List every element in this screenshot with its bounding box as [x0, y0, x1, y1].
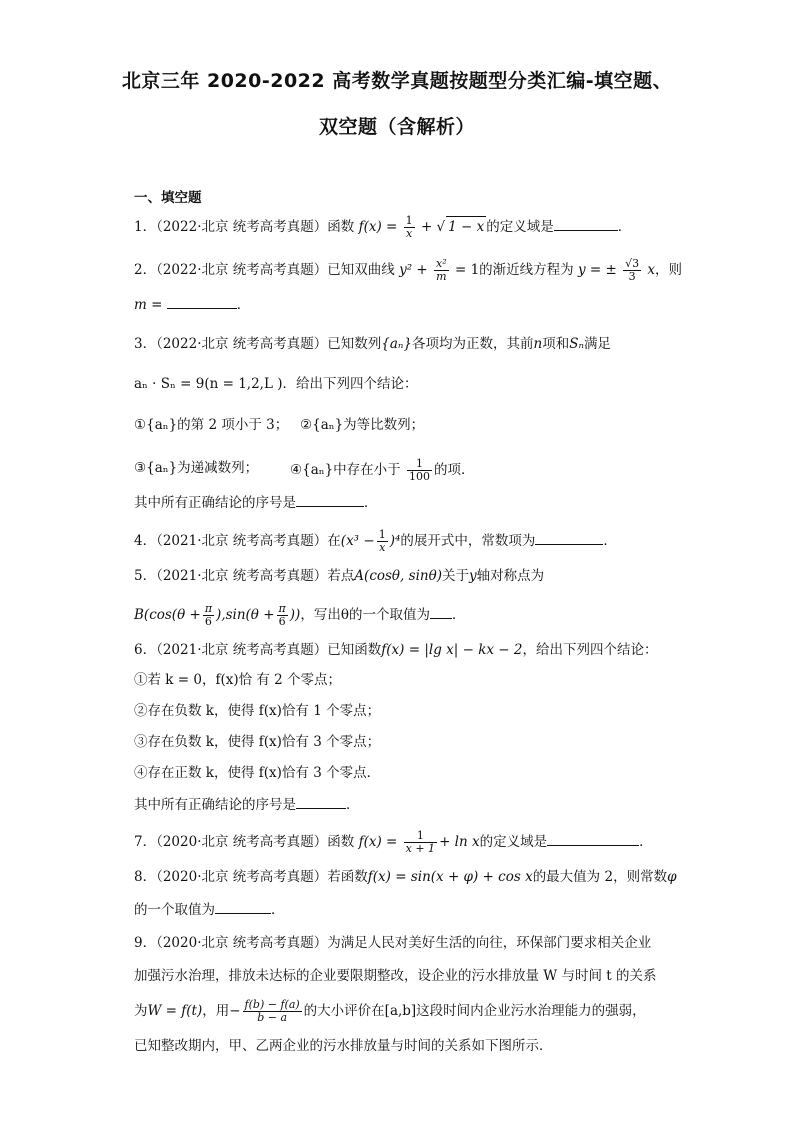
q1-end: ． [617, 219, 632, 235]
q3-n: n [533, 336, 543, 352]
q3-c4-post: 的项． [433, 462, 475, 478]
q4-expr-b: )⁴ [389, 533, 401, 549]
q3-number: 3． [134, 336, 157, 352]
q2-x: x [647, 262, 656, 278]
q8-function: f(x) = sin(x + φ) + cos x [367, 869, 533, 885]
q7-fraction [404, 830, 437, 855]
q5-end: ． [451, 607, 466, 623]
q3-end: ． [364, 495, 378, 511]
q6-ask-text: 其中所有正确结论的序号是 [134, 797, 296, 813]
q9-l3pre: 为 [134, 1003, 148, 1019]
q2-sfrac-den: 3 [628, 270, 636, 283]
q9-source: （2020·北京 统考高考真题） [156, 935, 328, 951]
q4-expr-a: (x³ − [340, 533, 375, 549]
q1-plus: + [420, 219, 433, 235]
q5-frac-2 [277, 603, 288, 628]
q3-ask [134, 492, 378, 513]
q4-frac-num: 1 [378, 528, 386, 541]
q3-an: {aₙ} [381, 336, 412, 352]
q3-source: （2022·北京 统考高考真题） [156, 336, 328, 352]
section-heading: 一、填空题 [134, 190, 202, 206]
q7-post: 的定义域是 [479, 834, 548, 850]
q6-conclusion-1: ①若 k = 0，f(x)恰 有 2 个零点； [134, 672, 342, 688]
q5-post: 关于 [441, 568, 469, 584]
q3-conclusion-1: ①{aₙ}的第 2 项小于 3； [134, 417, 289, 433]
q4-end: ． [603, 533, 617, 549]
q2-fraction [434, 258, 449, 283]
question-3 [134, 334, 611, 354]
question-9-line2: 加强污水治理，排放未达标的企业要限期整改，设企业的污水排放量 W 与时间 t 的关系 [134, 968, 657, 984]
q4-frac-den: x [379, 541, 386, 554]
q9-number: 9． [134, 935, 157, 951]
q3-conclusion-4 [290, 458, 474, 483]
q7-pre: 函数 [327, 834, 355, 850]
question-8-line2 [134, 899, 285, 920]
q3-mid2: 项和 [542, 336, 570, 352]
q2-source: （2022·北京 统考高考真题） [156, 262, 328, 278]
q6-pre: 已知函数 [327, 642, 382, 658]
q8-phi: φ [667, 869, 677, 885]
q9-frac-num: f(b) − f(a) [244, 998, 300, 1011]
q1-post: 的定义域是 [486, 219, 554, 235]
q5-number: 5． [134, 568, 157, 584]
q6-conclusion-4: ④存在正数 k，使得 f(x)恰有 3 个零点． [134, 765, 381, 781]
q5-point: A(cosθ, sinθ) [354, 568, 442, 584]
q2-text: 已知双曲线 [327, 262, 395, 278]
q4-post: 的展开式中，常数项为 [400, 533, 536, 549]
q8-end: ． [271, 902, 285, 918]
q7-tail: + ln x [439, 834, 480, 850]
document-title-line2: 双空题（含解析） [318, 116, 475, 138]
question-5-line2 [134, 603, 465, 628]
q3-c4-den: 100 [408, 470, 430, 483]
question-8 [134, 867, 677, 887]
q3-text: 已知数列 [327, 336, 382, 352]
q6-answer-blank[interactable] [296, 794, 346, 809]
q3-conclusion-3: ③{aₙ}为递减数列； [134, 460, 259, 476]
q5-six-2: 6 [278, 615, 286, 628]
q2-mid: 的渐近线方程为 [479, 262, 574, 278]
q3-c4-fraction [407, 458, 432, 483]
q3-post: 满足 [583, 336, 611, 352]
q9-fraction [243, 999, 302, 1024]
q5-source: （2021·北京 统考高考真题） [156, 568, 328, 584]
q8-answer-blank[interactable] [215, 899, 271, 914]
question-4 [134, 529, 617, 554]
q9-wf: W = f(t) [147, 1003, 203, 1019]
q9-l3mid: ，用 [202, 1003, 230, 1019]
q9-neg: − [229, 1003, 241, 1019]
q6-post: ，给出下列四个结论： [522, 642, 658, 658]
q8-number: 8． [134, 869, 157, 885]
q3-ask-text: 其中所有正确结论的序号是 [134, 495, 296, 511]
q4-source: （2021·北京 统考高考真题） [156, 533, 328, 549]
q8-line2: 的一个取值为 [134, 902, 215, 918]
q7-end: ． [639, 834, 653, 850]
q7-frac-den: x + 1 [405, 842, 436, 855]
q5-pi-2: π [278, 602, 286, 615]
question-5 [134, 566, 544, 586]
q3-c4-pre: ④{aₙ}中存在小于 [290, 462, 401, 478]
q5-pre: 若点 [327, 568, 355, 584]
q3-sn: Sₙ [569, 336, 584, 352]
q5-frac-1 [203, 603, 214, 628]
question-7 [134, 830, 653, 855]
q4-pre: 在 [327, 533, 341, 549]
q1-fraction [404, 215, 415, 240]
q6-conclusion-3: ③存在负数 k，使得 f(x)恰有 3 个零点； [134, 734, 381, 750]
q2-y2: y² + [399, 262, 428, 278]
q6-source: （2021·北京 统考高考真题） [156, 642, 328, 658]
q7-source: （2020·北京 统考高考真题） [156, 834, 328, 850]
q7-number: 7． [134, 834, 157, 850]
q5-pi-1: π [204, 602, 213, 615]
q2-post: ，则 [655, 262, 683, 278]
q2-number: 2． [134, 262, 157, 278]
q9-l3post: 的大小评价在[a,b]这段时间内企业污水治理能力的强弱， [303, 1003, 646, 1019]
q7-answer-blank[interactable] [547, 831, 639, 846]
q4-number: 4． [134, 533, 157, 549]
q3-conclusion-2: ②{aₙ}为等比数列； [300, 417, 425, 433]
q2-frac-num: x² [436, 257, 447, 270]
question-6 [134, 640, 657, 660]
q1-radicand: 1 − x [446, 216, 486, 237]
q3-answer-blank[interactable] [296, 492, 364, 507]
q7-frac-num: 1 [404, 830, 437, 843]
q6-ask [134, 794, 360, 815]
q8-pre: 若函数 [327, 869, 368, 885]
question-9 [134, 933, 651, 953]
q1-frac-den: x [406, 227, 413, 240]
question-1 [134, 215, 631, 240]
q2-end: ． [236, 297, 251, 313]
q4-answer-blank[interactable] [535, 530, 603, 545]
q3-mid: 各项均为正数，其前 [412, 336, 534, 352]
q5-six-1: 6 [204, 615, 212, 628]
q7-function: f(x) = [358, 834, 398, 850]
document-title-line1: 北京三年 2020-2022 高考数学真题按题型分类汇编-填空题、 [121, 70, 673, 92]
q5-answer-blank[interactable] [430, 604, 452, 619]
q1-text: 函数 [327, 219, 355, 235]
q2-frac-den: m [436, 270, 447, 283]
question-2-line2 [134, 294, 250, 315]
q5-l2b: ),sin(θ + [216, 607, 275, 623]
q1-sqrt-sign: √ [436, 219, 446, 235]
q1-source: （2022·北京 统考高考真题） [156, 219, 328, 235]
q2-sfrac-num: √3 [625, 257, 640, 270]
q5-l2post: ，写出θ的一个取值为 [300, 607, 430, 623]
q1-number: 1． [134, 219, 157, 235]
q6-number: 6． [134, 642, 157, 658]
q1-answer-blank[interactable] [554, 216, 618, 231]
q2-sqrt-fraction [623, 258, 641, 283]
q4-fraction [377, 529, 388, 554]
question-2 [134, 258, 682, 283]
q8-source: （2020·北京 统考高考真题） [156, 869, 328, 885]
q1-function: f(x) = [358, 219, 398, 235]
q5-y: y [468, 568, 477, 584]
q5-l2c: )) [289, 607, 301, 623]
q5-l2a: B(cos(θ + [134, 607, 201, 623]
q6-function: f(x) = |lg x| − kx − 2 [381, 642, 523, 658]
q6-conclusion-2: ②存在负数 k，使得 f(x)恰有 1 个零点； [134, 703, 381, 719]
q9-frac-den: b − a [257, 1011, 288, 1024]
q2-m: m = [134, 297, 163, 313]
q9-line1: 为满足人民对美好生活的向往，环保部门要求相关企业 [327, 935, 652, 951]
q2-yeq: y = ± [577, 262, 617, 278]
q5-post2: 轴对称点为 [476, 568, 545, 584]
q2-eq1: = 1 [454, 262, 480, 278]
q1-frac-num: 1 [405, 214, 413, 227]
q8-post: 的最大值为 2，则常数 [532, 869, 668, 885]
question-3-condition: aₙ · Sₙ = 9(n = 1,2,L )．给出下列四个结论： [134, 376, 418, 392]
q6-end: ． [346, 797, 360, 813]
q3-c4-num: 1 [407, 458, 432, 471]
question-9-line4: 已知整改期内，甲、乙两企业的污水排放量与时间的关系如下图所示． [134, 1038, 553, 1054]
q2-answer-blank[interactable] [167, 294, 237, 309]
question-9-line3 [134, 999, 646, 1024]
